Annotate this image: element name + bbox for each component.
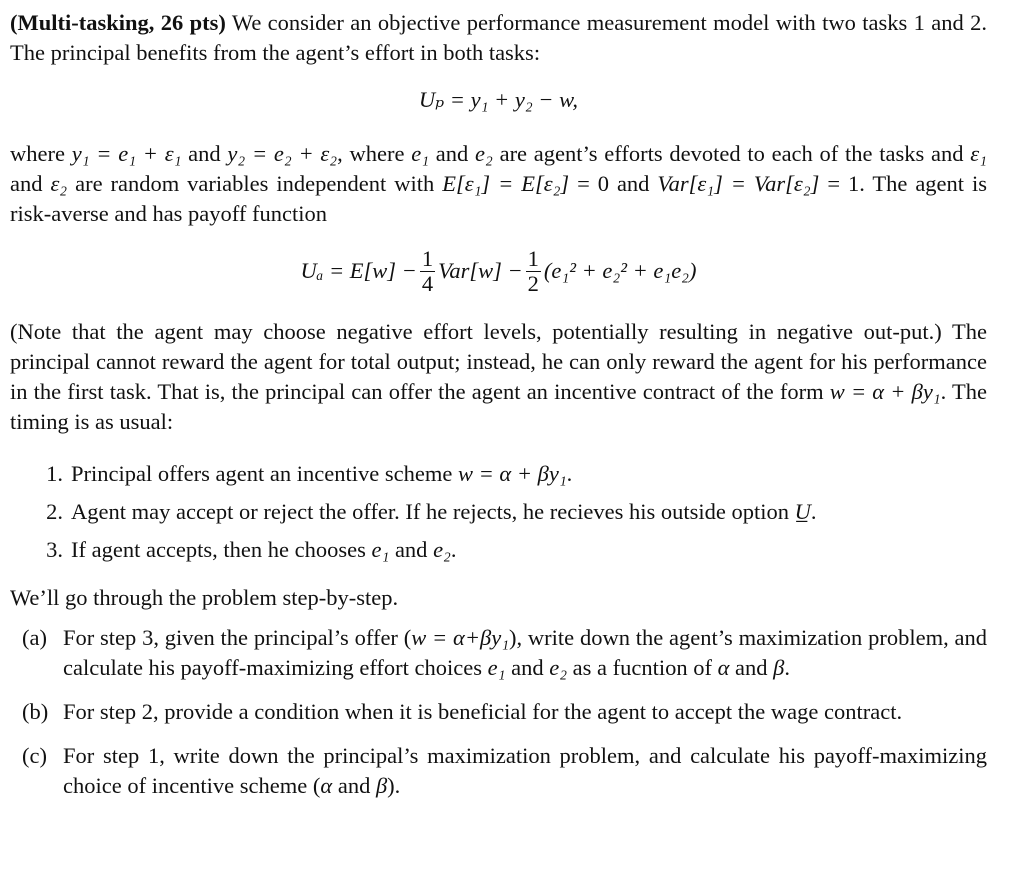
math-expression: e₁ <box>487 655 506 680</box>
text-segment: . The timing is as usual: <box>10 379 987 434</box>
eq-lhs: Uₐ = E[w] − <box>300 258 417 283</box>
math-expression: U̲ <box>794 499 811 524</box>
timing-list <box>10 459 987 565</box>
eq-variance-term: Var[w] − <box>438 258 523 283</box>
text-segment: and <box>181 141 228 166</box>
text-segment: . <box>566 461 573 486</box>
part-text <box>63 741 987 801</box>
math-expression: α <box>320 773 333 798</box>
text-segment: where <box>10 141 72 166</box>
text-segment: . <box>810 499 817 524</box>
text-segment: and <box>729 655 774 680</box>
text-segment: If agent accepts, then he chooses <box>71 537 372 562</box>
math-expression: e₂ <box>475 141 493 166</box>
text-segment: We consider an objective performance measurement model with two tasks 1 and 2. The principal benefits from the agent’s effort in both tasks: <box>10 10 987 65</box>
math-expression: e₁ <box>411 141 430 166</box>
part-label: (b) <box>22 699 49 724</box>
text-segment: and <box>429 141 476 166</box>
step-number: 1. <box>46 461 63 486</box>
text-segment: For step 3, given the principal’s offer ( <box>63 625 412 650</box>
math-expression: E[ε₁] = E[ε₂] <box>442 171 570 196</box>
part-text <box>63 623 987 683</box>
step-by-step-intro: We’ll go through the problem step-by-step. <box>10 585 399 610</box>
denominator: 2 <box>527 270 539 296</box>
math-expression: y₁ = e₁ + ε₁ <box>71 141 182 166</box>
timing-step <box>10 497 987 527</box>
text-segment: and <box>332 773 376 798</box>
denominator: 4 <box>421 270 434 296</box>
step-number: 3. <box>46 537 63 562</box>
math-expression: ε₁ <box>970 141 987 166</box>
math-expression: e₂ <box>433 537 451 562</box>
timing-step <box>10 459 987 489</box>
math-expression: β <box>375 773 388 798</box>
fraction-quarter <box>420 247 435 296</box>
text-segment: Principal offers agent an incentive scheme <box>71 461 458 486</box>
math-expression: α <box>717 655 730 680</box>
step-text <box>71 497 817 527</box>
text-segment: and <box>505 655 550 680</box>
text-segment: are random variables independent with <box>67 171 443 196</box>
agent-utility-equation <box>10 243 987 299</box>
text-segment: (Multi-tasking, 26 pts) <box>10 10 226 35</box>
text-segment: Agent may accept or reject the offer. If he rejects, he recieves his outside option <box>71 499 795 524</box>
question-parts <box>10 623 987 801</box>
text-segment: , where <box>337 141 412 166</box>
principal-utility-equation: Uₚ = y₁ + y₂ − w, <box>418 87 579 112</box>
text-segment: = 0 and <box>569 171 658 196</box>
text-segment: (Note that the agent may choose negative effort levels, potentially resulting in negative out-put.) The principal cannot reward the agent for total output; instead, he can only reward the agent for his performance in the first task. That is, the principal can offer the agent an incentive contract of the form <box>10 319 987 404</box>
math-expression: w = α + βy₁ <box>829 379 941 404</box>
variable-definitions <box>10 139 987 229</box>
text-segment: . <box>450 537 457 562</box>
step-text <box>71 459 572 489</box>
question-part-b <box>10 697 987 727</box>
fraction-half <box>526 247 541 296</box>
math-expression: e₁ <box>371 537 390 562</box>
step-number: 2. <box>46 499 63 524</box>
step-text <box>71 535 457 565</box>
part-text <box>63 697 902 727</box>
part-label: (a) <box>22 625 47 650</box>
math-expression: ε₂ <box>50 171 68 196</box>
math-expression: w = α+βy₁ <box>411 625 510 650</box>
text-segment: For step 1, write down the principal’s maximization problem, and calculate his payoff-maximizing choice of incentive scheme ( <box>63 743 987 798</box>
numerator: 1 <box>421 245 434 271</box>
math-expression: y₂ = e₂ + ε₂ <box>227 141 338 166</box>
math-expression: e₂ <box>549 655 568 680</box>
eq-cost-term: (e₁² + e₂² + e₁e₂) <box>543 258 697 283</box>
math-expression: w = α + βy₁ <box>457 461 567 486</box>
timing-step <box>10 535 987 565</box>
text-segment: and <box>389 537 434 562</box>
text-segment: For step 2, provide a condition when it is beneficial for the agent to accept the wage contract. <box>63 699 903 724</box>
text-segment: are agent’s efforts devoted to each of the tasks and <box>492 141 971 166</box>
text-segment: ), write down the agent’s maximization problem, and calculate his payoff-maximizing effort choices <box>63 625 987 680</box>
text-segment: ). <box>387 773 401 798</box>
text-segment: . <box>784 655 791 680</box>
text-segment: and <box>10 171 51 196</box>
text-segment: = 1. The agent is risk-averse and has payoff function <box>10 171 987 226</box>
math-expression: β <box>773 655 785 680</box>
math-expression: Var[ε₁] = Var[ε₂] <box>657 171 820 196</box>
part-label: (c) <box>22 743 47 768</box>
question-part-c <box>10 741 987 801</box>
contract-description <box>10 317 987 437</box>
problem-intro <box>10 8 987 68</box>
numerator: 1 <box>527 245 539 271</box>
text-segment: as a fucntion of <box>567 655 718 680</box>
question-part-a <box>10 623 987 683</box>
problem-document <box>10 8 987 815</box>
